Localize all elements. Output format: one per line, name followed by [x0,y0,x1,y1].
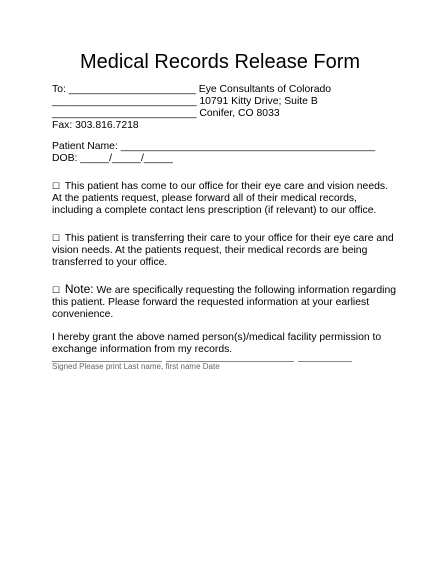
option-1-text: This patient has come to our office for their eye care and vision needs. At the patients request, please forward all of their medical records, including a complete contact lens prescription (if relevant) to our office. [52,181,388,216]
form-title: Medical Records Release Form [79,51,361,73]
checkbox-3[interactable]: ☐ [52,285,61,295]
fax-line: Fax: 303.816.7218 [52,120,139,131]
signature-footer: Signed Please print Last name, first name Date [52,362,220,371]
permission-statement: I hereby grant the above named person(s)/medical facility permission to exchange information from my records. [52,332,382,355]
option-2-text: This patient is transferring their care to your office for their eye care and vision needs. At the patients request, their medical records are being transferred to your office. [52,233,394,268]
option-3-text: We are specifically requesting the following information regarding this patient. Please forward the requested information at your earliest convenience. [52,285,397,320]
checkbox-1[interactable]: ☐ [52,181,61,191]
patient-name-field[interactable]: Patient Name: ____________________________________________ [52,141,375,152]
option-2 [52,233,397,268]
to-line: To: ______________________ Eye Consultants of Colorado [52,84,332,95]
option-3 [52,284,397,320]
checkbox-2[interactable]: ☐ [52,233,61,243]
dob-field[interactable]: DOB: _____/_____/_____ [52,153,173,164]
date-line[interactable] [298,361,352,362]
address-line-3: _________________________ Conifer, CO 8033 [52,108,280,119]
note-label: Note: [64,282,94,296]
option-1 [52,181,397,216]
address-line-2: _________________________ 10791 Kitty Drive; Suite B [52,96,318,107]
